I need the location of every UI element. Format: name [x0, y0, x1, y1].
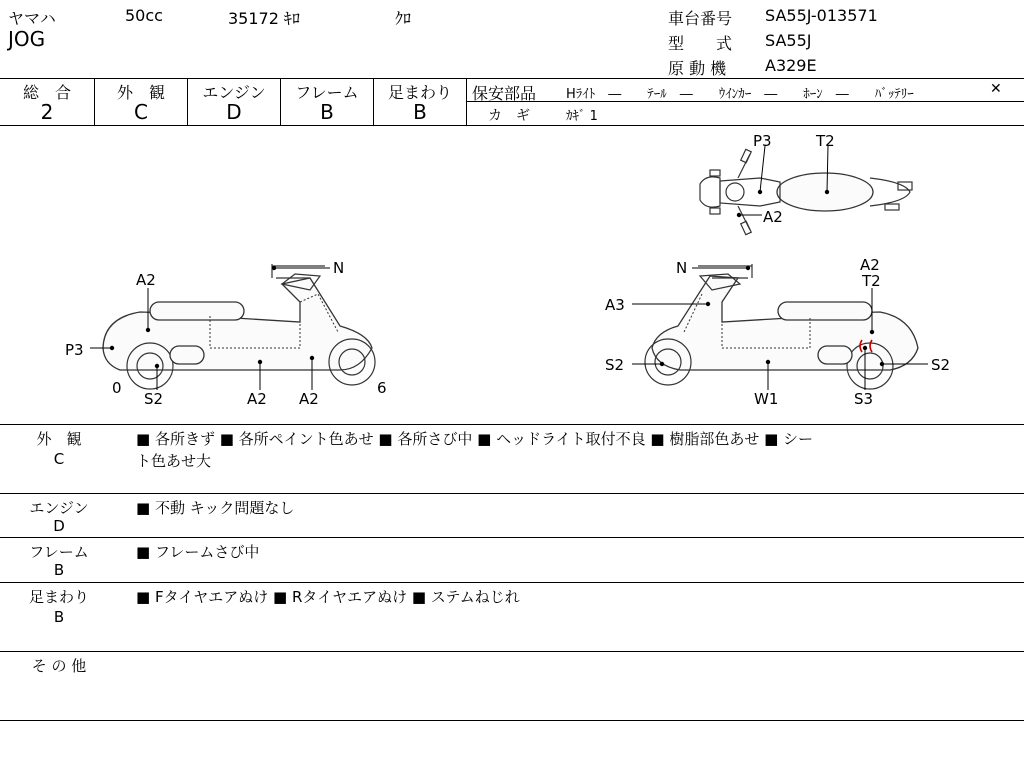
mileage: 35172 ｷﾛ [228, 9, 300, 28]
safety-label: 保安部品 [472, 84, 537, 103]
left-label-p3: P3 [65, 341, 84, 359]
left-label-a2-seat: A2 [136, 271, 156, 289]
section-title: そ の 他 [31, 657, 87, 675]
grade-label-overall: 総 合 [22, 83, 71, 102]
model-name: JOG [8, 27, 46, 51]
grade-value-exterior: C [134, 100, 148, 124]
top-label-a2: A2 [763, 208, 783, 226]
battery-mark-icon: ✕ [990, 81, 1002, 97]
top-label-t2: T2 [816, 132, 835, 150]
right-label-s2-front: S2 [605, 356, 625, 374]
left-label-n: N [333, 259, 345, 277]
left-label-zero: 0 [112, 379, 122, 397]
grade-label-engine: エンジン [202, 83, 266, 102]
top-label-p3: P3 [753, 132, 772, 150]
grade-value-overall: 2 [40, 100, 54, 124]
section-title: 外 観 [36, 430, 82, 448]
section-title: フレーム [29, 543, 89, 561]
grade-label-frame: フレーム [295, 83, 359, 102]
section-title: 足まわり [28, 588, 89, 606]
right-label-t2: T2 [862, 272, 881, 290]
frame-no-value: SA55J-013571 [765, 6, 878, 25]
key-value: ｶｷﾞ 1 [566, 109, 598, 124]
grade-value-suspension: B [413, 100, 427, 124]
section-text: ■ フレームさび中 [136, 543, 260, 561]
color: ｸﾛ [395, 9, 412, 28]
section-grade: D [53, 517, 65, 535]
right-label-a2: A2 [860, 256, 880, 274]
key-label: カ ギ [488, 108, 530, 124]
section-text: ■ Fタイヤエアぬけ ■ Rタイヤエアぬけ ■ ステムねじれ [136, 588, 520, 606]
right-label-w1: W1 [754, 390, 779, 408]
safety-items: Hﾗｲﾄ ― ﾃｰﾙ ― ｳｲﾝｶｰ ― ﾎｰﾝ ― ﾊﾞｯﾃﾘｰ [566, 87, 914, 102]
type-label: 型 式 [668, 34, 733, 53]
engine-value: A329E [765, 56, 817, 75]
grade-value-engine: D [226, 100, 242, 124]
section-text: ■ 不動 キック問題なし [136, 499, 295, 517]
scooter-right-view [605, 256, 950, 408]
section-text-continued: ト色あせ大 [136, 452, 212, 470]
grade-value-frame: B [320, 100, 334, 124]
scooter-left-view [65, 259, 387, 408]
right-label-s2-rear: S2 [931, 356, 951, 374]
engine-label: 原 動 機 [668, 59, 727, 78]
grade-label-suspension: 足まわり [387, 83, 452, 102]
type-value: SA55J [765, 31, 812, 50]
section-grade: B [53, 608, 65, 626]
section-title: エンジン [29, 499, 89, 517]
left-label-six: 6 [377, 379, 387, 397]
maker: ヤマハ [8, 9, 56, 28]
displacement: 50cc [125, 6, 163, 25]
left-label-s2: S2 [144, 390, 164, 408]
right-label-a3: A3 [605, 296, 625, 314]
damage-diagram [0, 126, 1024, 424]
section-grade: C [53, 450, 65, 468]
section-grade: B [53, 561, 65, 579]
left-label-a2-floor: A2 [247, 390, 267, 408]
frame-no-label: 車台番号 [668, 9, 733, 28]
scooter-top-view [700, 132, 912, 235]
right-label-s3: S3 [854, 390, 874, 408]
section-text: ■ 各所きず ■ 各所ペイント色あせ ■ 各所さび中 ■ ヘッドライト取付不良 ■ 樹脂部色あせ ■ シー [136, 430, 814, 448]
right-label-n: N [676, 259, 688, 277]
left-label-a2-front: A2 [299, 390, 319, 408]
grade-label-exterior: 外 観 [116, 83, 165, 102]
